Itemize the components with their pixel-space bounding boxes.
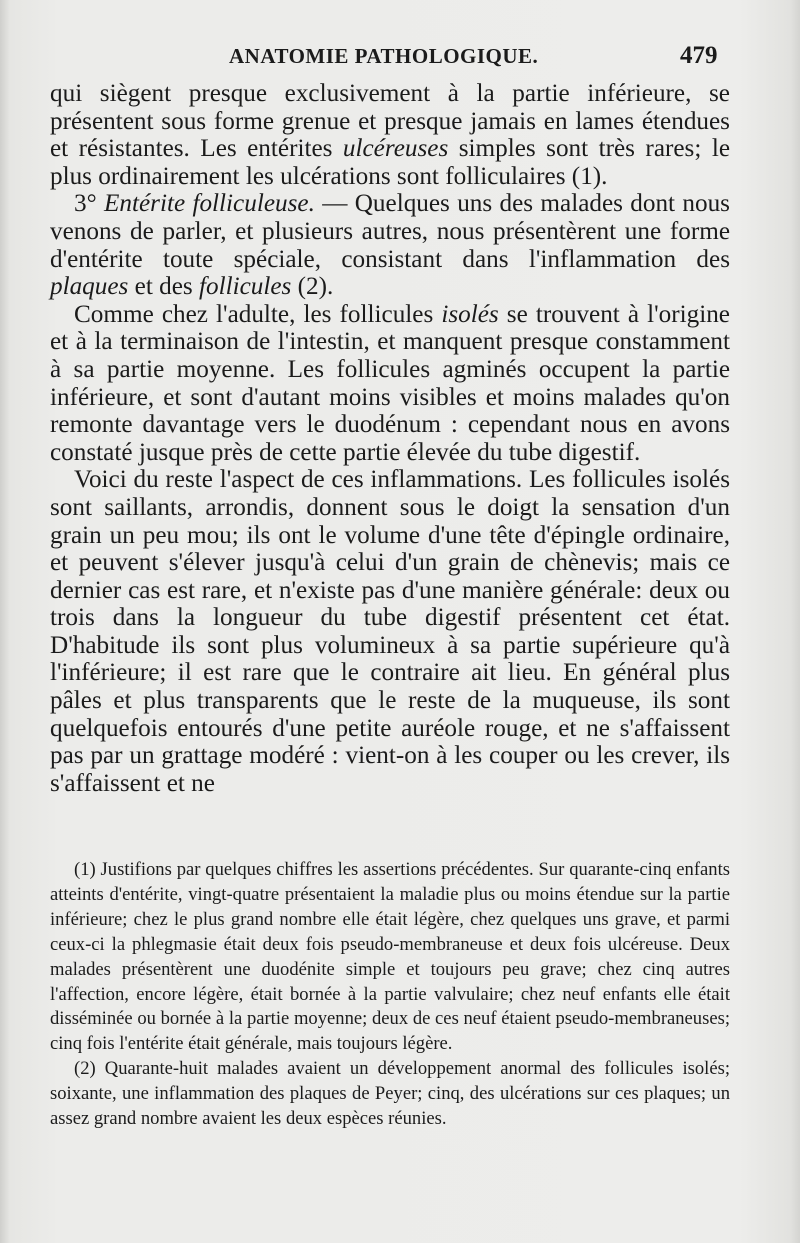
page-header: [0, 44, 800, 74]
footnote-mark: (1): [74, 859, 96, 880]
text-run: se trouvent à l'origine et à la terminaison de l'intestin, et manquent presque constamment à sa partie moyenne. Les follicules agminés occupent la partie inférieure, et sont d'autant moins visibles et moins malades qu'on remonte davantage vers le duodénum : cependant nous en avons constaté jusque près de cette partie élevée du tube digestif.: [50, 300, 730, 466]
paragraph-3: [50, 301, 730, 467]
text-run: qui siègent presque exclusivement à la partie inférieure, se présentent sous forme grenue et presque jamais en lames étendues et résistantes. Les entérites: [50, 80, 730, 163]
footnote-2: [50, 1057, 730, 1132]
running-title: ANATOMIE PATHOLOGIQUE.: [229, 44, 539, 68]
text-run: Comme chez l'adulte, les follicules: [74, 300, 442, 328]
paragraph-2: [50, 190, 730, 300]
footnote-text: Quarante-huit malades avaient un développement anormal des follicules isolés; soixante, une inflammation des plaques de Peyer; cinq, des ulcérations sur ces plaques; un assez grand nombre avaient les deux espèces réunies.: [50, 1058, 730, 1130]
footnote-mark: (2): [74, 1058, 96, 1080]
footnote-text: Justifions par quelques chiffres les assertions précédentes. Sur quarante-cinq enfants atteints d'entérite, vingt-quatre présentaient la maladie plus ou moins étendue sur la partie inférieure; chez le plus grand nombre elle était légère, chez quelques uns grave, et parmi ceux-ci la phlegmasie était deux fois pseudo-membraneuse et deux fois ulcéreuse. Deux malades présentèrent une duodénite simple et toujours peu grave; chez cinq autres l'affection, encore légère, était bornée à la partie valvulaire; chez neuf enfants elle était disséminée ou bornée à la partie moyenne; deux de ces neuf étaient pseudo-membraneuses; cinq fois l'entérite était générale, mais toujours légère.: [50, 859, 730, 1055]
italic-term: follicules: [199, 273, 292, 301]
italic-term: plaques: [50, 273, 129, 301]
paragraph-1: [50, 80, 730, 190]
italic-term: ulcéreuses: [342, 135, 449, 163]
text-run: (2).: [291, 273, 334, 301]
section-heading: Entérite folliculeuse.: [104, 190, 315, 218]
main-text: [50, 80, 730, 797]
footnote-1: [50, 858, 730, 1057]
italic-term: isolés: [441, 300, 499, 328]
section-number: 3°: [74, 190, 104, 218]
text-run: — Quelques uns des malades dont nous venons de parler, et plusieurs autres, nous présentèrent une forme d'entérite toute spéciale, consistant dans l'inflammation des: [50, 190, 730, 273]
footnotes: [50, 858, 730, 1132]
text-run: et des: [128, 273, 200, 301]
page-number: 479: [680, 42, 718, 69]
paragraph-4: Voici du reste l'aspect de ces inflammations. Les follicules isolés sont saillants, arrondis, donnent sous le doigt la sensation d'un grain un peu mou; ils ont le volume d'une tête d'épingle ordinaire, et peuvent s'élever jusqu'à celui d'un grain de chènevis; mais ce dernier cas est rare, et n'existe pas d'une manière générale: deux ou trois dans la longueur du tube digestif présentent cet état. D'habitude ils sont plus volumineux à sa partie supérieure qu'à l'inférieure; il est rare que le contraire ait lieu. En général plus pâles et plus transparents que le reste de la muqueuse, ils sont quelquefois entourés d'une petite auréole rouge, et ne s'affaissent pas par un grattage modéré : vient-on à les couper ou les crever, ils s'affaissent et ne: [50, 466, 730, 797]
text-run: simples sont très rares; le plus ordinairement les ulcérations sont folliculaires (1).: [50, 135, 730, 190]
